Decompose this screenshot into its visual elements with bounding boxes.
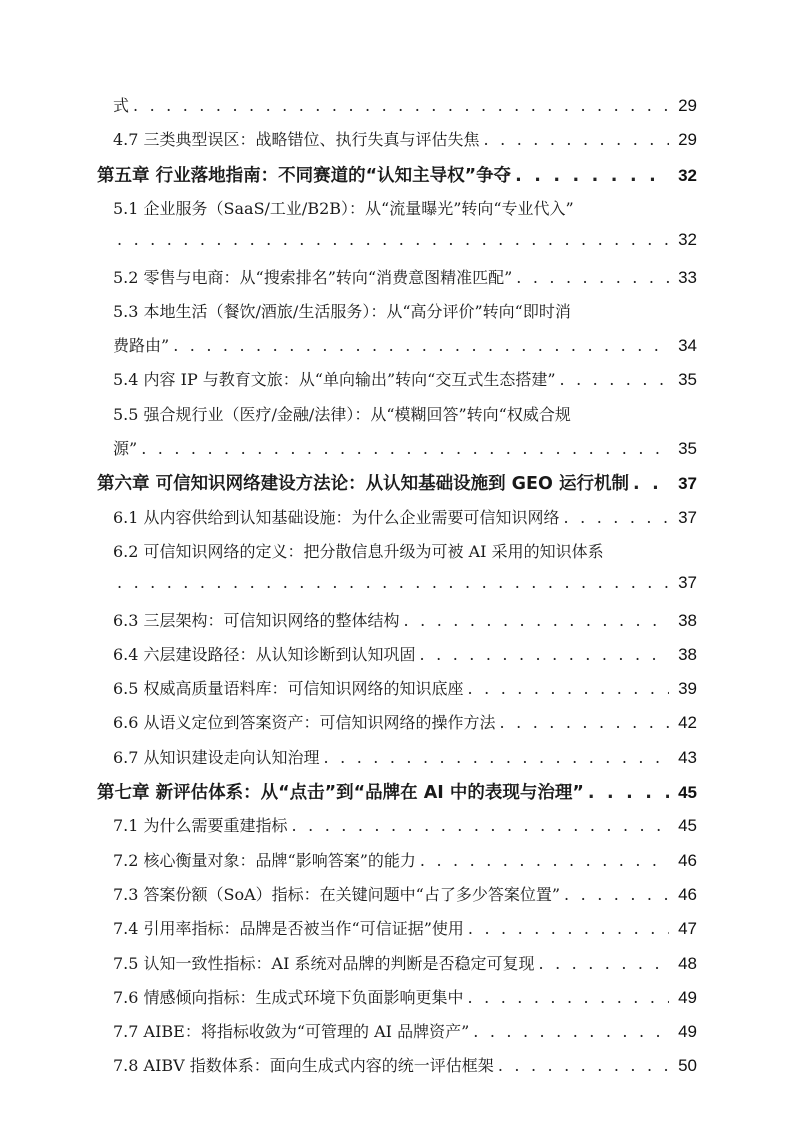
toc-entry-title: 7.5 认知一致性指标：AI 系统对品牌的判断是否稳定可复现 (113, 953, 535, 973)
dot-leader (117, 573, 669, 592)
toc-entry-title: 源” (113, 438, 138, 458)
toc-entry-title: 7.8 AIBV 指数体系：面向生成式内容的统一评估框架 (113, 1056, 494, 1076)
dot-leader (404, 611, 669, 630)
toc-section-entry[interactable] (97, 367, 697, 401)
toc-section-entry[interactable] (97, 676, 697, 710)
toc-section-entry[interactable] (97, 951, 697, 985)
toc-section-entry[interactable] (97, 299, 697, 368)
toc-section-entry[interactable] (97, 813, 697, 847)
dot-leader (468, 919, 669, 938)
toc-page-number: 35 (678, 370, 697, 390)
toc-page-number: 37 (678, 573, 697, 593)
toc-entry-title: 7.3 答案份额（SoA）指标：在关键问题中“占了多少答案位置” (113, 884, 561, 904)
toc-page-number: 32 (678, 165, 697, 185)
toc-entry-title: 5.3 本地生活（餐饮/酒旅/生活服务）：从“高分评价”转向“即时消 (113, 301, 571, 321)
toc-page-number: 33 (678, 267, 697, 287)
toc-section-entry[interactable] (97, 1019, 697, 1053)
dot-leader (564, 508, 669, 527)
toc-entry-title: 6.3 三层架构：可信知识网络的整体结构 (113, 610, 400, 630)
toc-page-number: 39 (678, 679, 697, 699)
dot-leader (468, 988, 669, 1007)
toc-entry-title: 第七章 新评估体系：从“点击”到“品牌在 AI 中的表现与治理” (97, 783, 584, 803)
toc-page-number: 35 (678, 438, 697, 458)
toc-page-number: 34 (678, 336, 697, 356)
toc-page-number: 49 (678, 1022, 697, 1042)
dot-leader (173, 336, 669, 355)
toc-entry-title: 5.2 零售与电商：从“搜索排名”转向“消费意图精准匹配” (113, 267, 513, 287)
dot-leader (473, 1022, 669, 1041)
toc-section-entry[interactable] (97, 745, 697, 779)
toc-entry-title: 式 (113, 96, 130, 115)
dot-leader (498, 1056, 669, 1075)
toc-section-entry[interactable] (97, 882, 697, 916)
toc-entry-title: 7.2 核心衡量对象：品牌“影响答案”的能力 (113, 850, 416, 870)
dot-leader (500, 713, 669, 732)
toc-page-number: 37 (678, 507, 697, 527)
toc-page-number: 29 (678, 130, 697, 150)
toc-entry-title: 7.1 为什么需要重建指标 (113, 816, 288, 836)
toc-page-number: 45 (678, 783, 697, 802)
toc-page-number: 43 (678, 747, 697, 767)
toc-page-number: 37 (678, 474, 697, 494)
toc-entry-title: 第五章 行业落地指南：不同赛道的“认知主导权”争夺 (97, 165, 512, 186)
toc-entry-title: 7.6 情感倾向指标：生成式环境下负面影响更集中 (113, 987, 464, 1007)
toc-section-entry[interactable] (97, 196, 697, 265)
toc-chapter-entry[interactable] (97, 779, 697, 813)
toc-page-number: 45 (678, 816, 697, 836)
toc-entry-title: 5.5 强合规行业（医疗/金融/法律）：从“模糊回答”转向“权威合规 (113, 404, 571, 424)
toc-entry-title: 6.6 从语义定位到答案资产：可信知识网络的操作方法 (113, 713, 496, 733)
toc-entry-title: 第六章 可信知识网络建设方法论：从认知基础设施到 GEO 运行机制 (97, 474, 629, 495)
dot-leader (324, 748, 669, 767)
toc-chapter-entry[interactable] (97, 470, 697, 504)
toc-entry-title: 5.4 内容 IP 与教育文旅：从“单向输出”转向“交互式生态搭建” (113, 370, 556, 390)
toc-chapter-entry[interactable] (97, 162, 697, 196)
toc-entry-title: 6.1 从内容供给到认知基础设施：为什么企业需要可信知识网络 (113, 507, 560, 527)
toc-section-entry[interactable] (97, 848, 697, 882)
toc-section-entry[interactable] (97, 539, 697, 608)
toc-page-number: 29 (678, 96, 697, 115)
toc-page-number: 48 (678, 953, 697, 973)
toc-entry-title: 6.7 从知识建设走向认知治理 (113, 747, 320, 767)
dot-leader (117, 230, 669, 249)
dot-leader (420, 645, 669, 664)
toc-entry-title: 费路由” (113, 336, 170, 356)
dot-leader (141, 439, 669, 458)
dot-leader (515, 166, 669, 186)
toc-section-entry[interactable] (97, 916, 697, 950)
toc-section-entry[interactable] (97, 402, 697, 471)
toc-section-entry[interactable] (97, 265, 697, 299)
toc-page-number: 46 (678, 884, 697, 904)
toc-page-number: 47 (678, 919, 697, 939)
toc-section-entry[interactable] (97, 93, 697, 127)
toc-page-number: 46 (678, 850, 697, 870)
toc-section-entry[interactable] (97, 608, 697, 642)
toc-section-entry[interactable] (97, 505, 697, 539)
toc-page-number: 38 (678, 610, 697, 630)
dot-leader (516, 268, 669, 287)
toc-entry-title: 6.5 权威高质量语料库：可信知识网络的知识底座 (113, 679, 464, 699)
toc-section-entry[interactable] (97, 985, 697, 1019)
dot-leader (133, 96, 669, 115)
toc-entry-title: 7.7 AIBE：将指标收敛为“可管理的 AI 品牌资产” (113, 1022, 470, 1042)
dot-leader (468, 679, 669, 698)
toc-entry-title: 5.1 企业服务（SaaS/工业/B2B）：从“流量曝光”转向“专业代入” (113, 198, 574, 218)
toc-page-number: 50 (678, 1056, 697, 1076)
toc-page-number: 38 (678, 644, 697, 664)
toc-section-entry[interactable] (97, 710, 697, 744)
toc-page-number: 49 (678, 987, 697, 1007)
dot-leader (633, 474, 669, 494)
toc-section-entry[interactable] (97, 1053, 697, 1087)
toc-section-entry[interactable] (97, 642, 697, 676)
toc-entry-title: 6.2 可信知识网络的定义：把分散信息升级为可被 AI 采用的知识体系 (113, 541, 604, 561)
dot-leader (560, 370, 669, 389)
dot-leader (484, 130, 669, 149)
toc-section-entry[interactable] (97, 127, 697, 161)
dot-leader (420, 851, 669, 870)
dot-leader (564, 885, 669, 904)
dot-leader (292, 816, 669, 835)
dot-leader (588, 783, 669, 803)
toc-entry-title: 6.4 六层建设路径：从认知诊断到认知巩固 (113, 644, 416, 664)
toc-page-number: 32 (678, 230, 697, 250)
toc-entry-title: 4.7 三类典型误区：战略错位、执行失真与评估失焦 (113, 130, 480, 150)
dot-leader (539, 954, 670, 973)
toc-entry-title: 7.4 引用率指标：品牌是否被当作“可信证据”使用 (113, 919, 464, 939)
toc-page-number: 42 (678, 713, 697, 733)
